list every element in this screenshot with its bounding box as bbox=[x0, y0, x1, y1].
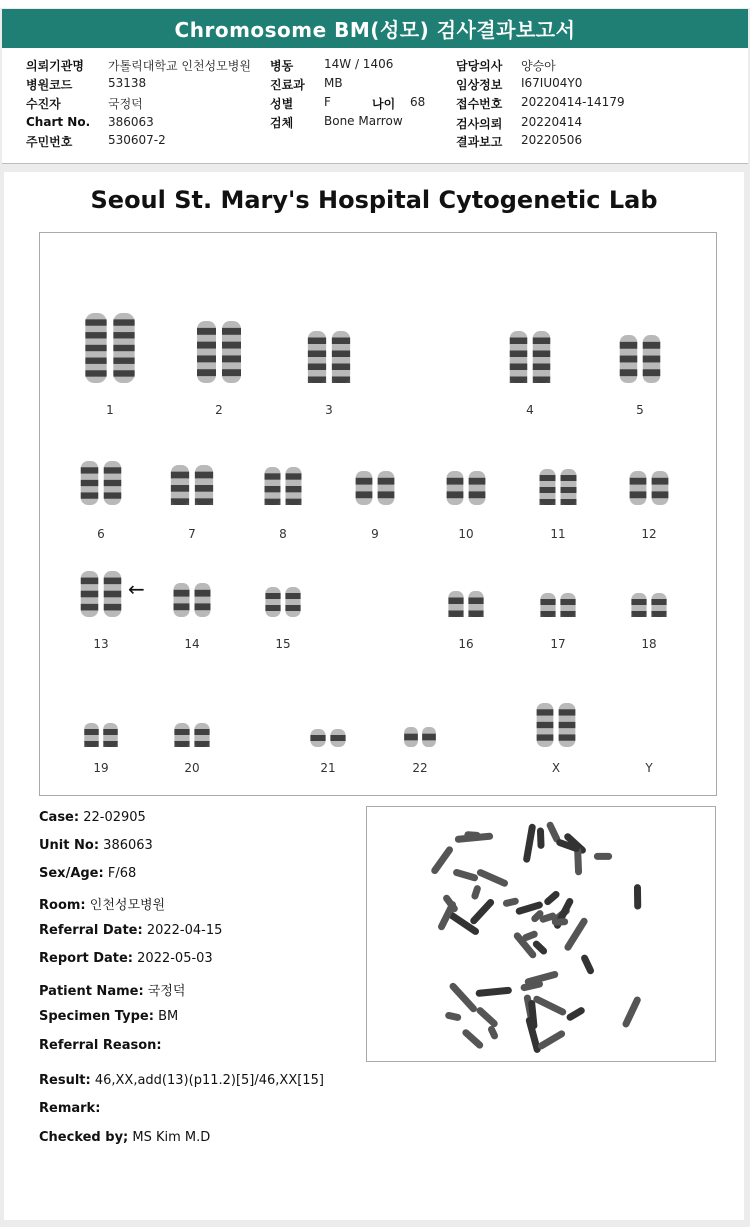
chromosome-label-5: 5 bbox=[636, 403, 644, 417]
header-value: 20220506 bbox=[521, 133, 583, 147]
chromosome-pair-16 bbox=[446, 589, 486, 619]
header-value: I67IU04Y0 bbox=[521, 76, 583, 90]
header-label: 병원코드 bbox=[26, 78, 73, 92]
header-value: MB bbox=[324, 76, 343, 90]
spread-chromosome bbox=[452, 868, 479, 882]
header-label: 담당의사 bbox=[456, 59, 503, 73]
chromosome-pair-x bbox=[534, 701, 578, 749]
header-label: 임상정보 bbox=[456, 78, 503, 92]
chromosome-label-22: 22 bbox=[412, 761, 428, 775]
chromosome-label-14: 14 bbox=[184, 637, 200, 651]
unit-no-label: Unit No: bbox=[39, 838, 100, 853]
chromosome-pair-14 bbox=[171, 581, 213, 619]
report-date-label: Report Date: bbox=[39, 951, 134, 966]
header-value: 가톨릭대학교 인천성모병원 bbox=[108, 59, 251, 73]
spread-chromosome bbox=[471, 884, 482, 900]
chromosome-label-21: 21 bbox=[320, 761, 336, 775]
case-label: Case: bbox=[39, 810, 80, 825]
lab-title: Seoul St. Mary's Hospital Cytogenetic Lab bbox=[90, 186, 658, 214]
chromosome-pair-5 bbox=[617, 333, 663, 385]
chromosome-pair-4 bbox=[507, 329, 553, 385]
chromosome-pair-13 bbox=[78, 569, 124, 619]
patient-header bbox=[2, 48, 748, 164]
spread-chromosome bbox=[475, 987, 512, 998]
spread-chromosome bbox=[523, 823, 537, 863]
spread-chromosome bbox=[502, 897, 519, 908]
spread-chromosome bbox=[430, 845, 455, 875]
result-label: Result: bbox=[39, 1073, 91, 1088]
header-label: 성별 bbox=[270, 97, 294, 111]
chromosome-label-8: 8 bbox=[279, 527, 287, 541]
header-value: 20220414-14179 bbox=[521, 95, 625, 109]
spread-chromosome bbox=[445, 1011, 462, 1021]
chromosome-pair-15 bbox=[263, 585, 303, 619]
chromosome-pair-18 bbox=[629, 591, 669, 619]
case-value: 22-02905 bbox=[83, 810, 146, 825]
result-value: 46,XX,add(13)(p11.2)[5]/46,XX[15] bbox=[94, 1073, 324, 1088]
chromosome-pair-6 bbox=[78, 459, 124, 507]
header-value: F bbox=[324, 95, 331, 109]
chromosome-label-16: 16 bbox=[458, 637, 474, 651]
room-label: Room: bbox=[39, 898, 86, 913]
header-label: 결과보고 bbox=[456, 135, 503, 149]
chromosome-pair-9 bbox=[353, 469, 397, 507]
spread-chromosome bbox=[565, 1006, 586, 1022]
top-strip bbox=[0, 0, 750, 8]
spread-chromosome bbox=[594, 853, 612, 860]
spread-chromosome bbox=[487, 1025, 499, 1041]
header-value: 국정덕 bbox=[108, 97, 143, 111]
header-label: 검체 bbox=[270, 116, 294, 130]
unit-no-value: 386063 bbox=[103, 838, 153, 853]
chromosome-label-12: 12 bbox=[641, 527, 657, 541]
report-body bbox=[4, 172, 744, 1220]
chromosome-label-x: X bbox=[551, 761, 561, 775]
specimen-type-label: Specimen Type: bbox=[39, 1009, 154, 1024]
header-value: 53138 bbox=[108, 76, 147, 90]
remark-label: Remark: bbox=[39, 1101, 101, 1116]
header-label: 병동 bbox=[270, 59, 294, 73]
chromosome-label-1: 1 bbox=[106, 403, 114, 417]
report-date-value: 2022-05-03 bbox=[137, 951, 213, 966]
referral-date-value: 2022-04-15 bbox=[146, 923, 223, 938]
chromosome-pair-3 bbox=[305, 329, 353, 385]
header-value: 양승아 bbox=[521, 59, 556, 73]
chromosome-label-17: 17 bbox=[550, 637, 566, 651]
chromosome-pair-22 bbox=[402, 725, 438, 749]
spread-chromosome bbox=[464, 831, 481, 839]
spread-chromosome bbox=[552, 918, 569, 925]
spread-chromosome bbox=[476, 868, 509, 888]
chromosome-pair-11 bbox=[537, 467, 579, 507]
header-value: 386063 bbox=[108, 115, 154, 129]
chromosome-label-20: 20 bbox=[184, 761, 200, 775]
header-value: 530607-2 bbox=[108, 133, 166, 147]
specimen-type-value: BM bbox=[158, 1009, 179, 1024]
checked-by-label: Checked by; bbox=[39, 1130, 129, 1145]
chromosome-label-18: 18 bbox=[641, 637, 657, 651]
report-title-bar bbox=[2, 9, 748, 48]
chromosome-pair-10 bbox=[444, 469, 488, 507]
chromosome-label-15: 15 bbox=[275, 637, 291, 651]
header-value: 20220414 bbox=[521, 115, 583, 129]
header-label: 접수번호 bbox=[456, 97, 503, 111]
chromosome-label-11: 11 bbox=[550, 527, 566, 541]
spread-chromosome bbox=[461, 1028, 485, 1050]
spread-chromosome bbox=[537, 827, 545, 849]
header-value: Bone Marrow bbox=[324, 114, 403, 128]
chromosome-pair-17 bbox=[538, 591, 578, 619]
room-value: 인천성모병원 bbox=[89, 898, 166, 913]
patient-name-label: Patient Name: bbox=[39, 984, 144, 999]
spread-chromosome bbox=[580, 953, 595, 975]
chromosome-label-7: 7 bbox=[188, 527, 196, 541]
spread-chromosome bbox=[634, 884, 641, 909]
chromosome-label-2: 2 bbox=[215, 403, 223, 417]
header-row bbox=[26, 57, 84, 74]
karyogram-panel bbox=[39, 232, 717, 796]
spread-chromosome bbox=[469, 898, 496, 926]
chromosome-pair-19 bbox=[82, 721, 120, 749]
chromosome-label-10: 10 bbox=[458, 527, 474, 541]
header-value: 68 bbox=[410, 95, 426, 109]
chromosome-pair-7 bbox=[168, 463, 216, 507]
spread-chromosome bbox=[475, 1006, 499, 1029]
chromosome-label-9: 9 bbox=[371, 527, 379, 541]
header-label: 수진자 bbox=[26, 97, 61, 111]
chromosome-label-6: 6 bbox=[97, 527, 105, 541]
spread-chromosome bbox=[532, 995, 567, 1017]
patient-name-value: 국정덕 bbox=[147, 984, 186, 999]
header-label: 진료과 bbox=[270, 78, 305, 92]
sex-age-value: F/68 bbox=[107, 866, 137, 881]
spread-chromosome bbox=[537, 1029, 567, 1051]
chromosome-pair-1 bbox=[82, 311, 138, 385]
header-value: 14W / 1406 bbox=[324, 57, 394, 71]
referral-date-label: Referral Date: bbox=[39, 923, 143, 938]
spread-chromosome bbox=[621, 995, 642, 1028]
checked-by-value: MS Kim M.D bbox=[132, 1130, 211, 1145]
header-label: 검사의뢰 bbox=[456, 117, 503, 131]
chromosome-label-19: 19 bbox=[93, 761, 109, 775]
chromosome-label-13: 13 bbox=[93, 637, 109, 651]
chromosome-label-4: 4 bbox=[526, 403, 534, 417]
report-title: Chromosome BM(성모) 검사결과보고서 bbox=[174, 18, 576, 42]
chromosome-pair-21 bbox=[308, 727, 348, 749]
chromosome-label-y: Y bbox=[645, 761, 653, 775]
chromosome-pair-2 bbox=[194, 319, 244, 385]
header-label: 나이 bbox=[372, 97, 396, 111]
spread-chromosome bbox=[448, 981, 478, 1013]
spread-chromosome bbox=[543, 889, 561, 906]
header-label: 의뢰기관명 bbox=[26, 59, 84, 73]
header-label: 주민번호 bbox=[26, 135, 73, 149]
abnormality-arrow-icon: ← bbox=[128, 577, 145, 601]
header-label: Chart No. bbox=[26, 115, 91, 129]
chromosome-pair-12 bbox=[627, 469, 671, 507]
chromosome-pair-20 bbox=[172, 721, 212, 749]
sex-age-label: Sex/Age: bbox=[39, 866, 104, 881]
referral-reason-label: Referral Reason: bbox=[39, 1038, 162, 1053]
chromosome-label-3: 3 bbox=[325, 403, 333, 417]
metaphase-spread-image bbox=[366, 806, 716, 1062]
chromosome-pair-8 bbox=[262, 465, 304, 507]
